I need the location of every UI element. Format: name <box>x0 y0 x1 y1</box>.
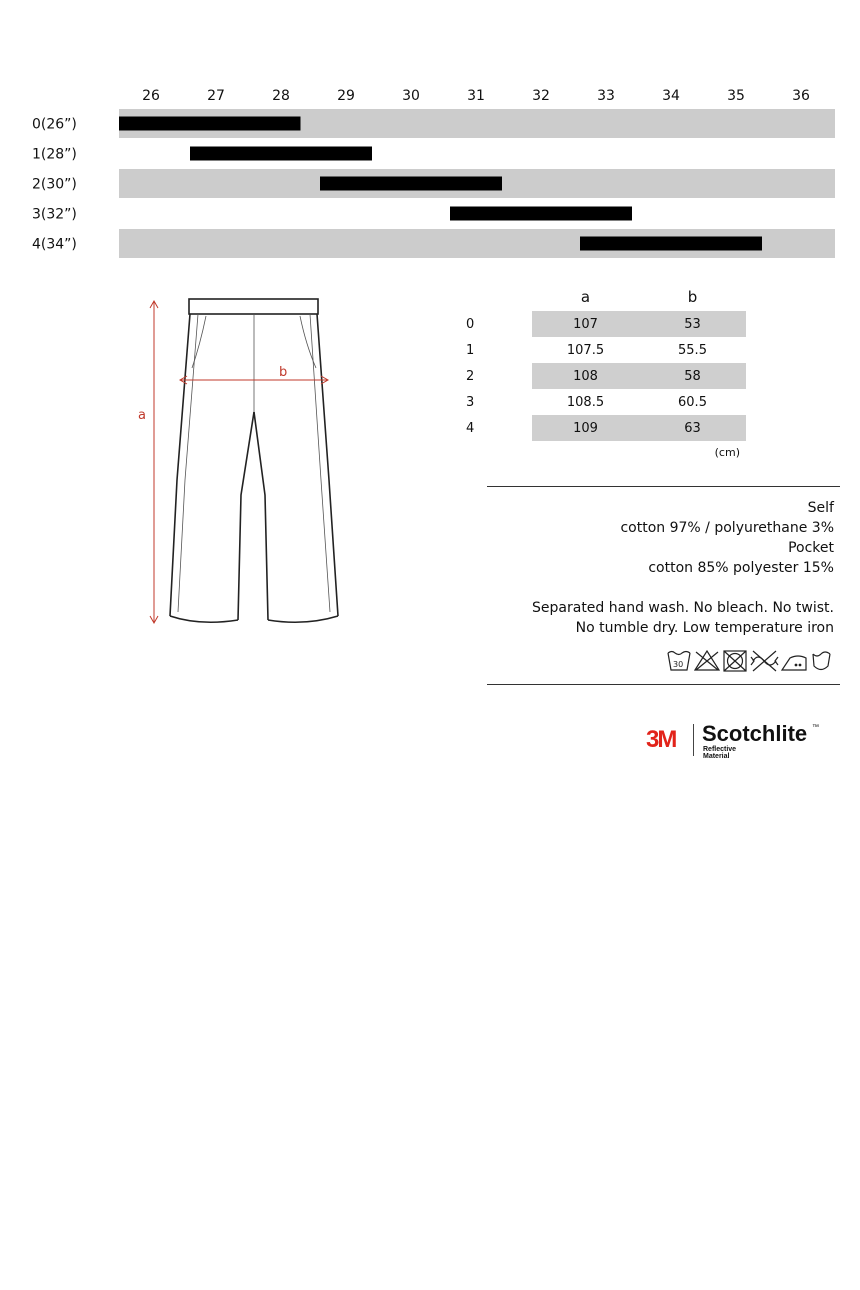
table-row <box>460 415 746 441</box>
measure-a-label: a <box>138 408 146 423</box>
hand-wash-icon <box>813 652 830 670</box>
care-line-2: No tumble dry. Low temperature iron <box>575 620 834 636</box>
logo-trademark: ™ <box>812 724 819 731</box>
x-tick-label: 32 <box>532 88 550 104</box>
x-tick-label: 33 <box>597 88 615 104</box>
care-instructions <box>532 598 834 638</box>
x-tick-label: 26 <box>142 88 160 104</box>
table-corner <box>460 283 532 311</box>
logo-wordmark: Scotchlite <box>702 721 808 746</box>
pocket-composition: cotton 85% polyester 15% <box>648 560 834 576</box>
cell-b: 60.5 <box>678 394 707 410</box>
logo-3m-mark: 3M <box>646 726 676 753</box>
cell-a: 107 <box>532 311 639 337</box>
material-info <box>620 498 834 578</box>
x-tick-label: 29 <box>337 88 355 104</box>
iron-low-icon <box>782 656 806 670</box>
row-size: 4 <box>466 420 475 436</box>
category-label: 2(30”) <box>32 176 77 193</box>
x-tick-label: 27 <box>207 88 225 104</box>
right-hem <box>268 616 338 622</box>
x-tick-label: 30 <box>402 88 420 104</box>
cell-b: 55.5 <box>678 342 707 358</box>
no-wring-icon <box>751 651 778 671</box>
left-inseam <box>238 412 254 620</box>
cell-b: 63 <box>639 415 746 441</box>
x-tick-label: 36 <box>792 88 810 104</box>
range-bar <box>580 237 762 251</box>
table-row <box>460 363 746 389</box>
row-size: 2 <box>466 368 475 384</box>
unit-label: (cm) <box>714 446 740 459</box>
no-bleach-icon <box>695 651 719 670</box>
table-header-row <box>460 283 746 311</box>
waistband <box>189 299 318 314</box>
table-row <box>460 337 746 363</box>
x-tick-label: 28 <box>272 88 290 104</box>
divider-top <box>487 486 840 487</box>
cell-a: 109 <box>532 415 639 441</box>
self-composition: cotton 97% / polyurethane 3% <box>620 520 834 536</box>
range-bar <box>190 147 372 161</box>
right-pocket <box>300 316 316 368</box>
pants-diagram <box>130 290 360 635</box>
measure-a <box>150 301 158 623</box>
measurement-table <box>460 283 746 441</box>
category-label: 1(28”) <box>32 146 77 163</box>
range-bar <box>119 117 301 131</box>
divider-bottom <box>487 684 840 685</box>
cell-b: 53 <box>639 311 746 337</box>
column-header-a: a <box>580 288 591 306</box>
table-row <box>460 311 746 337</box>
cell-b: 58 <box>639 363 746 389</box>
pants-details <box>178 314 330 612</box>
x-tick-label: 35 <box>727 88 745 104</box>
range-bar <box>450 207 632 221</box>
care-icons <box>666 648 836 674</box>
x-tick-label: 34 <box>662 88 680 104</box>
x-tick-label: 31 <box>467 88 485 104</box>
row-size: 3 <box>466 394 475 410</box>
left-hem <box>170 616 238 622</box>
cell-a: 108 <box>532 363 639 389</box>
cell-a: 108.5 <box>566 394 605 410</box>
size-range-chart <box>0 0 860 270</box>
row-size: 0 <box>466 316 475 332</box>
right-inseam <box>254 412 268 620</box>
range-bar <box>320 177 502 191</box>
category-label: 3(32”) <box>32 206 77 223</box>
measure-b-label: b <box>279 365 288 380</box>
pocket-label: Pocket <box>788 540 834 556</box>
cell-a: 107.5 <box>566 342 605 358</box>
row-size: 1 <box>466 342 475 358</box>
column-header-b: b <box>687 288 698 306</box>
wash-temp-label: 30 <box>673 660 684 669</box>
table-row <box>460 389 746 415</box>
category-label: 4(34”) <box>32 236 77 253</box>
no-tumble-dry-icon <box>724 651 746 671</box>
logo-divider <box>693 724 694 756</box>
logo-tagline: Reflective Material <box>703 746 737 760</box>
care-line-1: Separated hand wash. No bleach. No twist. <box>532 600 834 616</box>
category-label: 0(26”) <box>32 116 77 133</box>
self-label: Self <box>807 500 834 516</box>
